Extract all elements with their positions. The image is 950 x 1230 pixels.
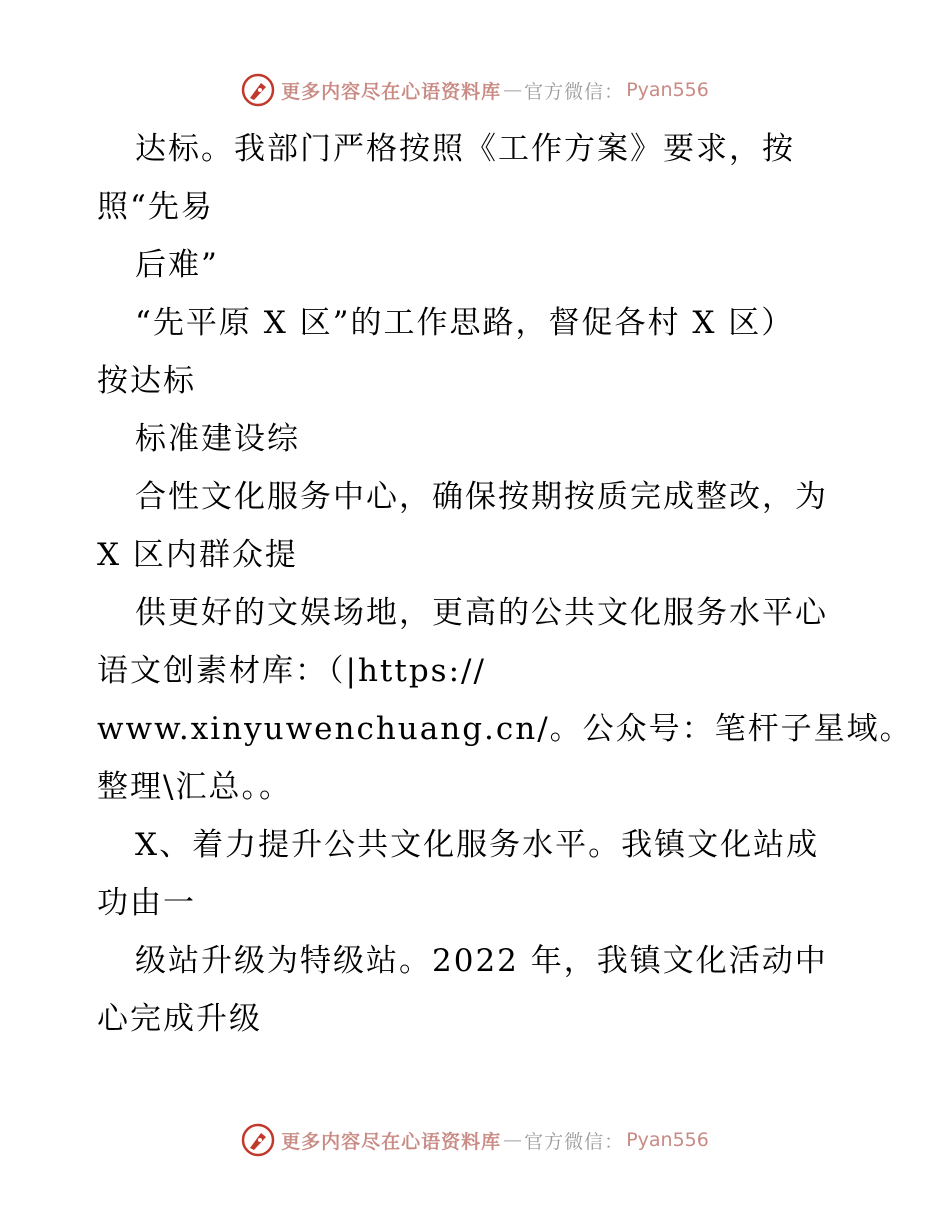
watermark-dash: — [503,1129,523,1151]
text-line: 语文创素材库：（|https:// [97,653,486,689]
watermark-wechat-id: Pyan556 [626,1129,709,1151]
watermark-wechat-label: 官方微信： [524,80,625,103]
text-line: 后难” [135,247,219,283]
text-line: “先平原 X 区”的工作思路，督促各村 X 区） [135,305,795,341]
pen-nib-logo-icon [241,73,275,107]
text-line: 级站升级为特级站。2022 年，我镇文化活动中 [135,943,828,979]
text-line: www.xinyuwenchuang.cn/。公众号：笔杆子星域。 [97,711,913,747]
watermark-dash: — [503,79,523,101]
watermark-wechat-label: 官方微信： [524,1130,625,1153]
footer-watermark [0,1120,950,1160]
text-line: 标准建设综 [135,421,300,457]
watermark-main-text: 更多内容尽在心语资料库 [281,1130,502,1153]
text-line: 按达标 [97,363,196,399]
text-line: 心完成升级 [97,1001,262,1037]
text-line: 合性文化服务中心，确保按期按质完成整改，为 [135,479,828,515]
text-line: 达标。我部门严格按照《工作方案》要求，按 [135,131,795,167]
text-line: 功由一 [97,885,196,921]
text-line: X、着力提升公共文化服务水平。我镇文化站成 [135,827,820,863]
text-line: 供更好的文娱场地，更高的公共文化服务水平心 [135,595,828,631]
text-line: 整理\汇总。。 [97,769,292,805]
text-line: X 区内群众提 [97,537,298,573]
watermark-wechat-id: Pyan556 [626,79,709,101]
header-watermark [0,70,950,110]
document-body [97,120,913,1048]
watermark-main-text: 更多内容尽在心语资料库 [281,80,502,103]
pen-nib-logo-icon [241,1123,275,1157]
text-line: 照“先易 [97,189,214,225]
